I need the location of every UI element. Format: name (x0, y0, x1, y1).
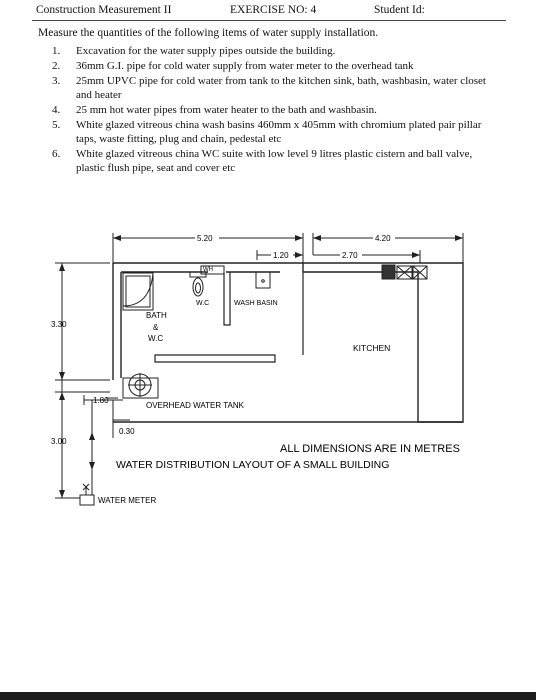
dim-arrow (455, 235, 463, 241)
dim-label-420: 4.20 (375, 234, 391, 243)
item-number: 5. (52, 119, 61, 131)
dim-arrow (59, 372, 65, 380)
bottom-bar (0, 692, 536, 700)
dim-arrow (295, 252, 303, 258)
tank-label: OVERHEAD WATER TANK (146, 401, 244, 410)
supply-pipe (92, 400, 123, 495)
outer-wall (113, 263, 463, 422)
exercise-number: EXERCISE NO: 4 (230, 4, 317, 16)
units-note: ALL DIMENSIONS ARE IN METRES (280, 443, 460, 455)
wc-label: W.C (196, 300, 210, 307)
wash-basin-label: WASH BASIN (234, 300, 278, 307)
bath-arc (123, 273, 153, 306)
kitchen-label: KITCHEN (353, 343, 391, 353)
item-number: 3. (52, 75, 61, 87)
course-title: Construction Measurement II (36, 4, 172, 16)
kitchen-sink (382, 265, 395, 279)
dim-label-120: 1.20 (273, 251, 289, 260)
item-number: 4. (52, 104, 61, 116)
dim-label-300: 3.00 (51, 437, 67, 446)
dim-label-520: 5.20 (197, 234, 213, 243)
bath-label: BATH (146, 311, 167, 320)
item-text: 25 mm hot water pipes from water heater to the bath and washbasin. (76, 104, 377, 116)
water-meter-symbol (80, 495, 94, 505)
meter-valve (83, 484, 89, 495)
dim-line-270 (313, 250, 420, 263)
item-text: White glazed vitreous china WC suite with low level 9 litres plastic cistern and ball valve, plastic flush pipe, seat and cover etc (76, 148, 473, 174)
water-meter-label: WATER METER (98, 496, 157, 505)
item-text: Excavation for the water supply pipes outside the building. (76, 45, 336, 57)
item-number: 1. (52, 45, 61, 57)
student-id-label: Student Id: (374, 4, 425, 16)
item-number: 2. (52, 60, 61, 72)
bath-wc-label: W.C (148, 334, 164, 343)
item-text: 36mm G.I. pipe for cold water supply from water meter to the overhead tank (76, 60, 414, 72)
dim-arrow (113, 235, 121, 241)
dim-arrow (59, 392, 65, 400)
partition-wall (155, 355, 275, 362)
dim-label-330: 3.30 (51, 320, 67, 329)
dim-label-030: 0.30 (119, 427, 135, 436)
wc-seat (196, 283, 201, 293)
heater-label: WH (203, 267, 213, 273)
dim-label-180: 1.80 (93, 396, 109, 405)
partition-wall (224, 272, 230, 325)
item-text: 25mm UPVC pipe for cold water from tank to the kitchen sink, bath, washbasin, water closet and heater (76, 75, 486, 101)
dim-arrow (295, 235, 303, 241)
tank-cross (128, 373, 152, 397)
instructions: Measure the quantities of the following items of water supply installation. (38, 27, 379, 39)
ampersand-label: & (153, 323, 159, 332)
item-number: 6. (52, 148, 61, 160)
dim-arrow (89, 462, 95, 470)
drawing-caption: WATER DISTRIBUTION LAYOUT OF A SMALL BUILDING (116, 459, 390, 471)
dim-arrow (89, 432, 95, 440)
basin-drain (262, 280, 265, 283)
item-text: White glazed vitreous china wash basins 460mm x 405mm with chromium plated pair pillar taps, waste fitting, plug and chain, pedestal etc (76, 119, 482, 145)
dim-arrow (59, 490, 65, 498)
dim-arrow (412, 252, 420, 258)
dim-arrow (59, 263, 65, 271)
dim-label-270: 2.70 (342, 251, 358, 260)
dim-arrow (313, 235, 321, 241)
